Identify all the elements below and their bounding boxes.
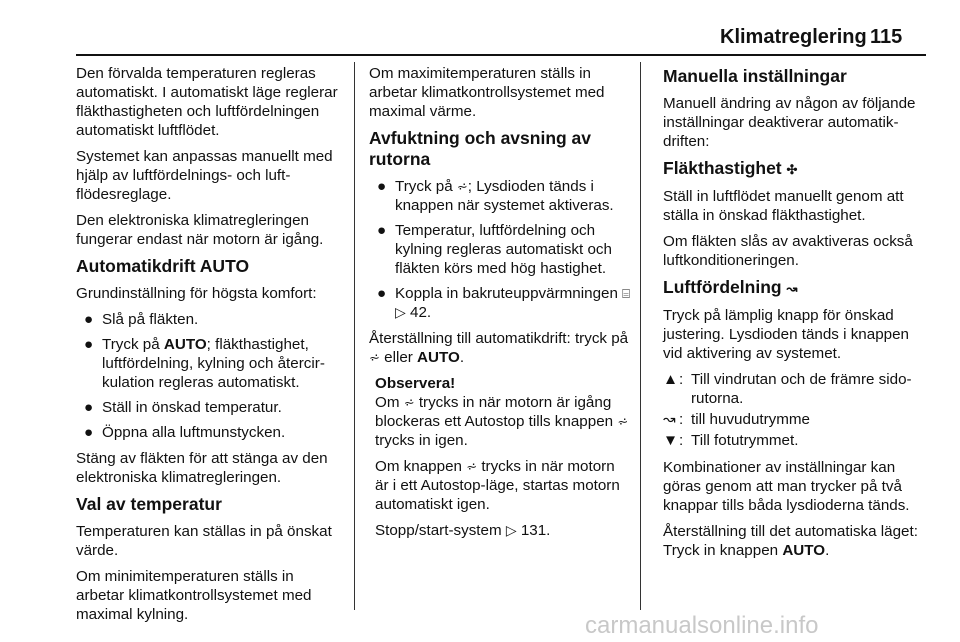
max-defrost-icon: ⩫: [456, 179, 468, 194]
windscreen-icon: ▲: [663, 371, 679, 388]
note-title: Observera!: [375, 375, 456, 392]
list-item: [369, 177, 632, 215]
column-divider-1: [354, 62, 355, 610]
section-heading-fan: Fläkthastighet ✣: [663, 158, 798, 178]
paragraph: Den förvalda temperaturen regleras automatiskt. I automatiskt läge reglerar fläkthastigheten och luftfördelningen automatiskt luftflödet.: [76, 65, 338, 139]
paragraph: Temperaturen kan ställas in på önskat värde.: [76, 523, 332, 559]
section-heading-defog: Avfuktning och avsning av rutorna: [369, 128, 592, 169]
paragraph: Manuell ändring av någon av följande inställningar deaktiverar automatikdriften:: [663, 95, 916, 150]
paragraph: Återställning till automatikdrift: tryck på ⩫ eller AUTO.: [369, 330, 629, 366]
max-defrost-icon: ⩫: [369, 350, 380, 365]
list-item-text: ; fläkthastighet, luftfördelning, kylning och återcirkulation regleras automatiskt.: [102, 336, 325, 391]
section-heading-temperature: Val av temperatur: [76, 494, 222, 514]
paragraph: Stäng av fläkten för att stänga av den elektroniska klimatregleringen.: [76, 450, 328, 486]
watermark: carmanualsonline.info: [585, 612, 819, 639]
bullet-icon: ●: [84, 336, 94, 353]
max-defrost-icon: ⩫: [403, 395, 415, 410]
header-rule: [76, 54, 926, 56]
page-reference: 42.: [410, 304, 432, 321]
paragraph: Om fläkten slås av avaktiveras också luftkonditioneringen.: [663, 233, 913, 269]
column-1: [76, 64, 342, 631]
column-divider-2: [640, 62, 641, 610]
bullet-icon: ●: [377, 222, 387, 239]
list-item: ▲ : Till vindrutan och de främre sidorutorna.: [663, 370, 928, 408]
list-item-text: Till vindrutan och de främre sidorutorna.: [691, 371, 912, 407]
paragraph: Tryck på lämplig knapp för önskad justering. Lysdioden tänds i knappen vid aktivering av systemet.: [663, 307, 909, 362]
list-item-text: Tryck på: [102, 336, 164, 353]
paragraph: Grundinställning för högsta komfort:: [76, 285, 317, 302]
reference-arrow-icon: ▷: [395, 304, 406, 320]
reference-arrow-icon: ▷: [505, 522, 517, 538]
page-reference: 131.: [520, 522, 551, 539]
note-box: [369, 374, 632, 540]
bullet-list: [369, 177, 632, 322]
list-item: ↝ : till huvudutrymme: [663, 411, 811, 428]
paragraph: Om minimitemperaturen ställs in arbetar klimatkontrollsystemet med maximal kylning.: [76, 568, 312, 623]
list-item: ▼ : Till fotutrymmet.: [663, 432, 799, 449]
auto-label: AUTO: [782, 542, 826, 559]
page-number: 115: [870, 26, 903, 48]
fan-icon: ✣: [786, 162, 798, 177]
paragraph: Om knappen ⩫ trycks in när motorn är i ett Autostop-läge, startas motorn automatiskt igen.: [375, 458, 620, 513]
list-item-text: Tryck på: [395, 178, 457, 195]
footwell-icon: ▼: [663, 432, 679, 449]
list-item-text: Ställ in önskad temperatur.: [102, 399, 282, 416]
paragraph: Återställning till det automatiska läget: Tryck in knappen AUTO.: [663, 523, 918, 559]
paragraph: Stopp/start-system ▷ 131.: [375, 522, 551, 539]
max-defrost-icon: ⩫: [466, 459, 478, 474]
column-2: [369, 64, 632, 547]
air-distribution-icon: ↝: [663, 411, 676, 428]
list-item: [369, 221, 632, 278]
list-item: [76, 310, 342, 329]
section-heading-manual: Manuella inställningar: [663, 66, 847, 86]
list-item-text: ; Lysdioden tänds i knappen när systemet aktiveras.: [395, 178, 614, 214]
bullet-icon: ●: [84, 311, 94, 328]
bullet-list: [76, 310, 342, 442]
paragraph: Systemet kan anpassas manuellt med hjälp av luftfördelnings- och luftflödesreglage.: [76, 148, 333, 203]
air-distribution-icon: ↝: [786, 281, 798, 296]
paragraph: Ställ in luftflödet manuellt genom att ställa in önskad fläkthastighet.: [663, 188, 904, 224]
page-header-title: Klimatreglering: [720, 26, 867, 48]
auto-label: AUTO: [417, 349, 460, 366]
list-item: [76, 423, 342, 442]
paragraph: Kombinationer av inställningar kan göras genom att man trycker på två knappar tills båda lysdioderna tänds.: [663, 459, 910, 514]
list-item: [369, 284, 632, 322]
paragraph: Den elektroniska klimatregleringen fungerar endast när motorn är igång.: [76, 212, 324, 248]
list-item-text: Till fotutrymmet.: [691, 432, 799, 449]
section-heading-auto: Automatikdrift AUTO: [76, 256, 250, 276]
column-3: [663, 64, 928, 567]
list-item-text: till huvudutrymme: [691, 411, 811, 428]
distribution-list: [663, 370, 928, 450]
auto-label: AUTO: [163, 336, 207, 353]
list-item: [76, 335, 342, 392]
bullet-icon: ●: [84, 399, 94, 416]
list-item-text: Öppna alla luftmunstycken.: [102, 424, 286, 441]
section-heading-distribution: Luftfördelning ↝: [663, 277, 798, 297]
list-item: [76, 398, 342, 417]
list-item-text: Koppla in bakruteuppvärmningen: [395, 285, 623, 302]
paragraph: Om maximitemperaturen ställs in arbetar klimatkontrollsystemet med maximal värme.: [369, 65, 605, 120]
rear-window-heating-icon: ⌸: [622, 286, 630, 301]
bullet-icon: ●: [84, 424, 94, 441]
bullet-icon: ●: [377, 178, 387, 195]
bullet-icon: ●: [377, 285, 387, 302]
list-item-text: Temperatur, luftfördelning och kylning regleras automatiskt och fläkten körs med hög hastighet.: [395, 222, 612, 277]
list-item-text: Slå på fläkten.: [102, 311, 199, 328]
paragraph: Om ⩫ trycks in när motorn är igång blockeras ett Autostop tills knappen ⩫ trycks in igen.: [375, 394, 629, 449]
max-defrost-icon: ⩫: [617, 414, 629, 429]
